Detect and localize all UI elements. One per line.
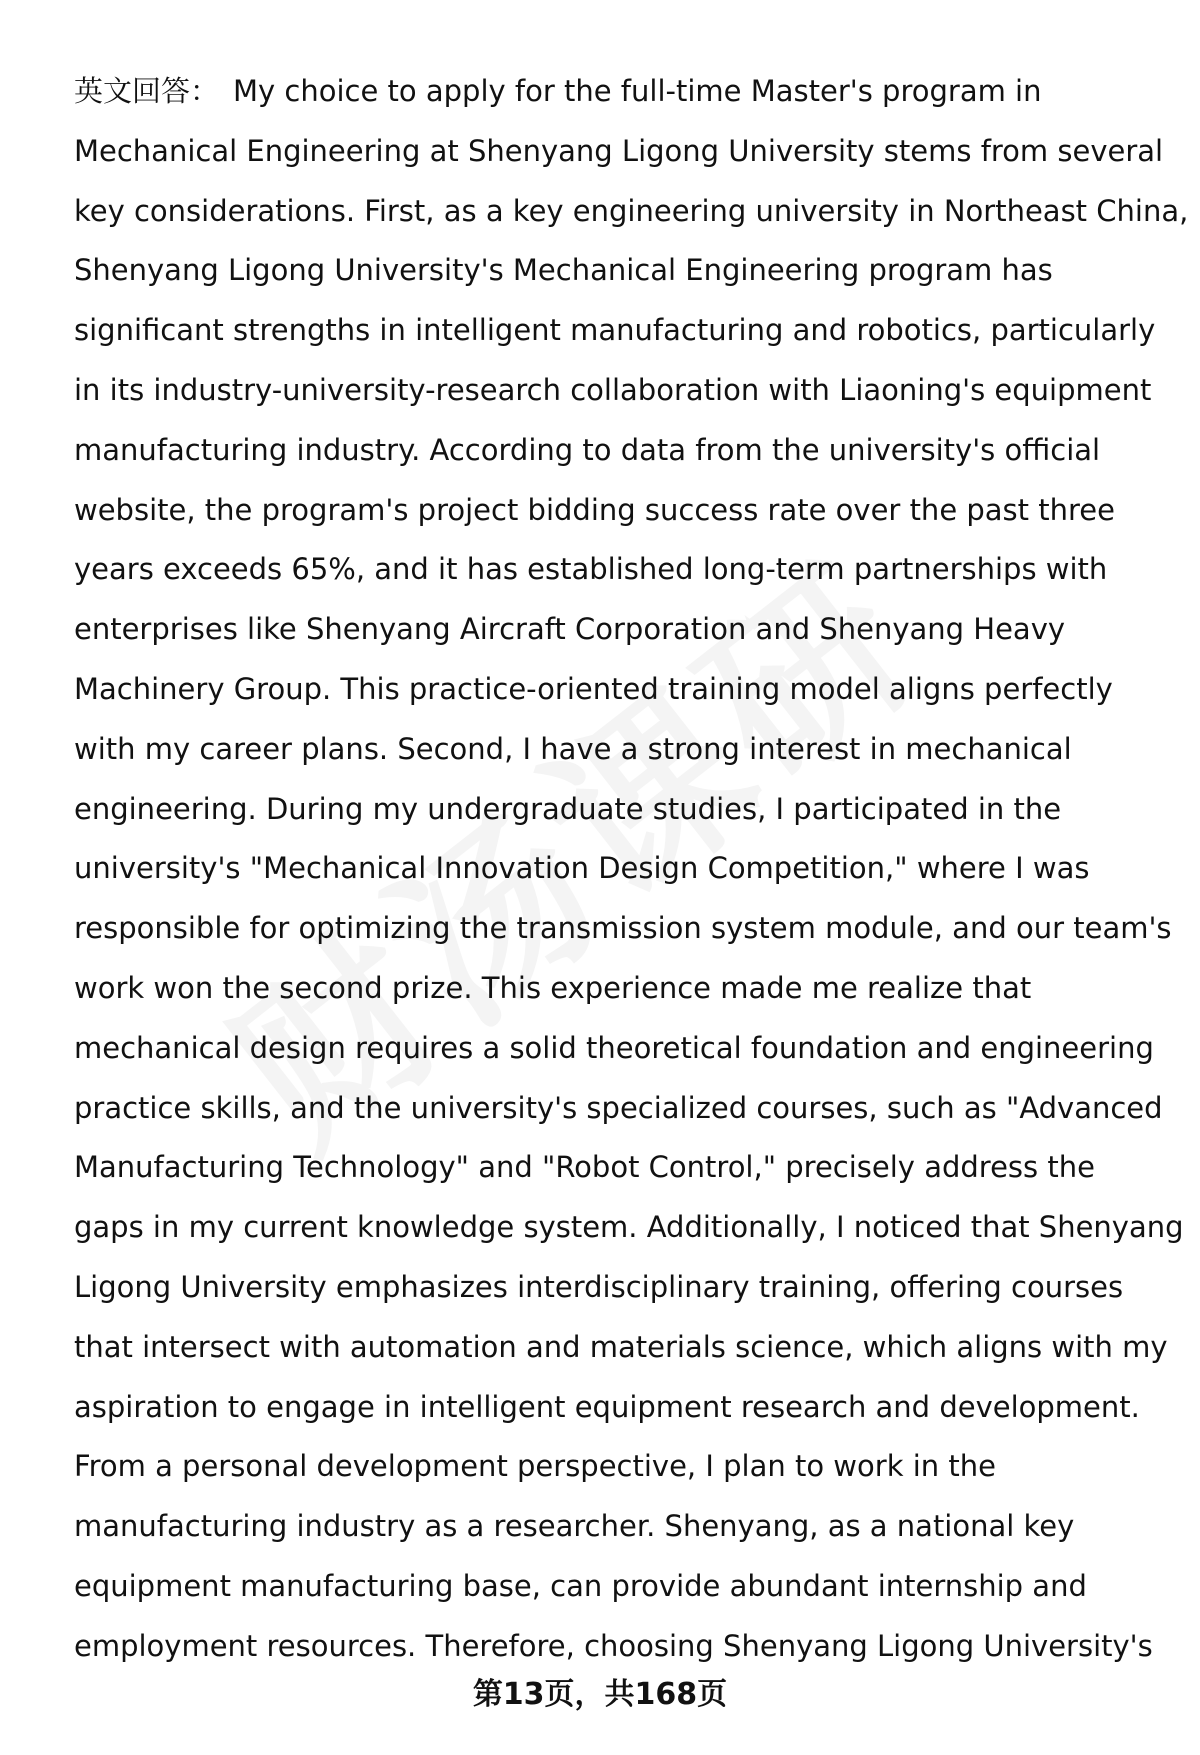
text-line: Manufacturing Technology" and "Robot Control," precisely address the bbox=[74, 1150, 1095, 1185]
text-line: Ligong University emphasizes interdisciplinary training, offering courses bbox=[74, 1269, 1124, 1304]
text-line: gaps in my current knowledge system. Additionally, I noticed that Shenyang bbox=[74, 1210, 1184, 1245]
text-line-content: My choice to apply for the full-time Master's program in bbox=[233, 74, 1042, 108]
text-line: that intersect with automation and materials science, which aligns with my bbox=[74, 1329, 1168, 1364]
text-line: enterprises like Shenyang Aircraft Corporation and Shenyang Heavy bbox=[74, 612, 1066, 647]
text-line: years exceeds 65%, and it has established long-term partnerships with bbox=[74, 552, 1108, 587]
text-line: with my career plans. Second, I have a strong interest in mechanical bbox=[74, 731, 1072, 766]
text-line: website, the program's project bidding success rate over the past three bbox=[74, 492, 1115, 527]
text-line: university's "Mechanical Innovation Design Competition," where I was bbox=[74, 851, 1090, 886]
text-line: equipment manufacturing base, can provide abundant internship and bbox=[74, 1568, 1087, 1603]
answer-label: 英文回答： bbox=[74, 74, 220, 108]
text-line: manufacturing industry as a researcher. Shenyang, as a national key bbox=[74, 1509, 1075, 1544]
text-line: From a personal development perspective, I plan to work in the bbox=[74, 1449, 996, 1484]
text-line: Machinery Group. This practice-oriented training model aligns perfectly bbox=[74, 671, 1113, 706]
text-line: Mechanical Engineering at Shenyang Ligong University stems from several bbox=[74, 133, 1164, 168]
text-line: aspiration to engage in intelligent equipment research and development. bbox=[74, 1389, 1140, 1424]
text-line: work won the second prize. This experience made me realize that bbox=[74, 970, 1032, 1005]
text-line: key considerations. First, as a key engineering university in Northeast China, bbox=[74, 193, 1189, 228]
text-line: significant strengths in intelligent manufacturing and robotics, particularly bbox=[74, 313, 1156, 348]
text-line: responsible for optimizing the transmission system module, and our team's bbox=[74, 911, 1172, 946]
text-line: employment resources. Therefore, choosing Shenyang Ligong University's bbox=[74, 1628, 1153, 1663]
answer-text bbox=[74, 62, 1189, 1677]
text-line: manufacturing industry. According to data from the university's official bbox=[74, 432, 1101, 467]
text-line: mechanical design requires a solid theoretical foundation and engineering bbox=[74, 1030, 1154, 1065]
text-line: Shenyang Ligong University's Mechanical Engineering program has bbox=[74, 253, 1053, 288]
text-line bbox=[74, 62, 1164, 122]
text-line: in its industry-university-research collaboration with Liaoning's equipment bbox=[74, 372, 1152, 407]
page-number: 第13页，共168页 bbox=[472, 1677, 728, 1712]
text-line: engineering. During my undergraduate studies, I participated in the bbox=[74, 791, 1062, 826]
text-line: practice skills, and the university's specialized courses, such as "Advanced bbox=[74, 1090, 1163, 1125]
